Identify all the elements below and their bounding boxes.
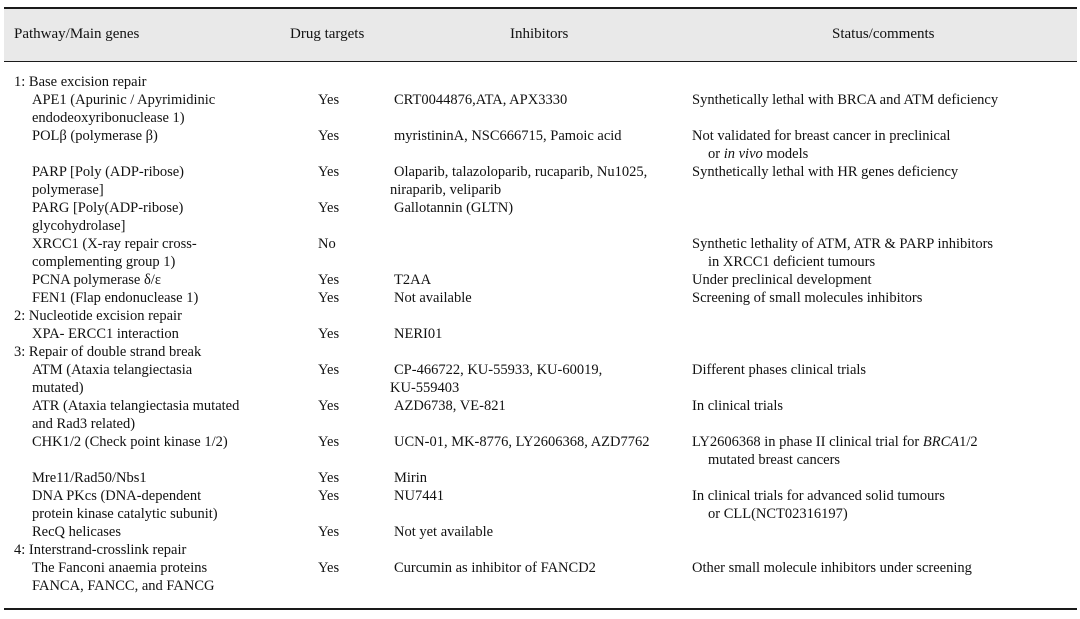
table-row (0, 469, 1080, 487)
table-row (0, 325, 1080, 343)
table-row (0, 559, 1080, 577)
inhibitor-cell: NU7441 (394, 488, 444, 504)
header-inhibitors: Inhibitors (510, 26, 569, 42)
inhibitor-cell: AZD6738, VE-821 (394, 398, 506, 414)
status-cell: Different phases clinical trials (692, 362, 867, 378)
status-cell-cont: or in vivo models (708, 146, 809, 162)
table-row (0, 271, 1080, 289)
table-row (0, 163, 1080, 181)
inhibitor-cell: Mirin (394, 470, 428, 486)
table-row (0, 433, 1080, 451)
target-cell: Yes (318, 524, 340, 540)
target-cell: Yes (318, 164, 340, 180)
table-row-cont: mutated) KU-559403 (32, 380, 460, 396)
status-cell: Under preclinical development (692, 272, 872, 288)
table-row (0, 91, 1080, 109)
status-cell: LY2606368 in phase II clinical trial for BRCA1/2 (692, 434, 978, 450)
gene-cell: FEN1 (Flap endonuclease 1) (32, 290, 199, 306)
section-base-excision-repair: 1: Base excision repair (14, 74, 147, 90)
table-body (0, 73, 1080, 595)
table-row (0, 487, 1080, 505)
inhibitor-cell: CP-466722, KU-55933, KU-60019, (394, 362, 603, 378)
table-row (0, 235, 1080, 253)
status-cell: Screening of small molecules inhibitors (692, 290, 923, 306)
table-bottom-rule (4, 608, 1077, 610)
target-cell: Yes (318, 362, 340, 378)
inhibitor-cell: Curcumin as inhibitor of FANCD2 (394, 560, 596, 576)
target-cell: Yes (318, 92, 340, 108)
table-row-cont (0, 145, 1080, 163)
target-cell: Yes (318, 470, 340, 486)
table-header-rule (4, 61, 1077, 62)
target-cell: Yes (318, 560, 340, 576)
table-row (0, 127, 1080, 145)
header-pathway: Pathway/Main genes (14, 26, 140, 42)
table-row-cont: endodeoxyribonuclease 1) (32, 110, 185, 126)
gene-cell: ATR (Ataxia telangiectasia mutated (32, 398, 240, 414)
gene-cell: XRCC1 (X-ray repair cross- (32, 236, 197, 252)
gene-cell: DNA PKcs (DNA-dependent (32, 488, 202, 504)
table-row-cont: glycohydrolase] (32, 218, 126, 234)
target-cell: Yes (318, 326, 340, 342)
header-status: Status/comments (832, 26, 935, 42)
status-cell: Synthetically lethal with HR genes deficiency (692, 164, 959, 180)
inhibitor-cell: T2AA (394, 272, 432, 288)
inhibitor-cell: CRT0044876,ATA, APX3330 (394, 92, 568, 108)
inhibitor-cell: NERI01 (394, 326, 443, 342)
inhibitor-cell: Not available (394, 290, 472, 306)
table-row (0, 361, 1080, 379)
status-cell: Other small molecule inhibitors under screening (692, 560, 972, 576)
target-cell: Yes (318, 290, 340, 306)
table-row-cont: protein kinase catalytic subunit) or CLL(NCT02316197) (32, 506, 848, 522)
target-cell: Yes (318, 398, 340, 414)
gene-cell: POLβ (polymerase β) (32, 128, 158, 144)
gene-cell: APE1 (Apurinic / Apyrimidinic (32, 92, 216, 108)
status-cell: Synthetic lethality of ATM, ATR & PARP inhibitors (692, 236, 994, 252)
table-row (0, 289, 1080, 307)
table-row (0, 199, 1080, 217)
gene-cell: PCNA polymerase δ/ε (32, 272, 161, 288)
inhibitor-cell: Gallotannin (GLTN) (394, 200, 514, 216)
target-cell: Yes (318, 272, 340, 288)
target-cell: Yes (318, 128, 340, 144)
section-nucleotide-excision-repair: 2: Nucleotide excision repair (14, 308, 182, 324)
gene-cell: Mre11/Rad50/Nbs1 (32, 470, 147, 486)
section-double-strand-break: 3: Repair of double strand break (14, 344, 202, 360)
table-row (0, 397, 1080, 415)
status-cell: Synthetically lethal with BRCA and ATM deficiency (692, 92, 999, 108)
table-row (0, 523, 1080, 541)
inhibitor-cell: myristininA, NSC666715, Pamoic acid (394, 128, 622, 144)
target-cell: Yes (318, 200, 340, 216)
table-row-cont: complementing group 1) in XRCC1 deficient tumours (32, 254, 876, 270)
gene-cell: PARG [Poly(ADP-ribose) (32, 200, 184, 216)
gene-cell: CHK1/2 (Check point kinase 1/2) (32, 434, 228, 450)
gene-cell: XPA- ERCC1 interaction (32, 326, 179, 342)
status-cell: In clinical trials (692, 398, 783, 414)
table-row-cont: polymerase] niraparib, veliparib (32, 182, 502, 198)
table-row-cont: mutated breast cancers (708, 452, 841, 468)
status-cell: Not validated for breast cancer in preclinical (692, 128, 951, 144)
gene-cell: The Fanconi anaemia proteins (32, 560, 208, 576)
gene-cell: ATM (Ataxia telangiectasia (32, 362, 193, 378)
status-cell: In clinical trials for advanced solid tumours (692, 488, 945, 504)
inhibitor-cell: Not yet available (394, 524, 494, 540)
inhibitor-cell: Olaparib, talazoloparib, rucaparib, Nu1025, (394, 164, 648, 180)
target-cell: Yes (318, 488, 340, 504)
table-row-cont: FANCA, FANCC, and FANCG (32, 578, 215, 594)
gene-cell: PARP [Poly (ADP-ribose) (32, 164, 185, 180)
table-row-cont: and Rad3 related) (32, 416, 136, 432)
header-drug-targets: Drug targets (290, 26, 365, 42)
target-cell: Yes (318, 434, 340, 450)
target-cell: No (318, 236, 336, 252)
inhibitor-cell: UCN-01, MK-8776, LY2606368, AZD7762 (394, 434, 650, 450)
gene-cell: RecQ helicases (32, 524, 121, 540)
section-interstrand-crosslink-repair: 4: Interstrand-crosslink repair (14, 542, 187, 558)
